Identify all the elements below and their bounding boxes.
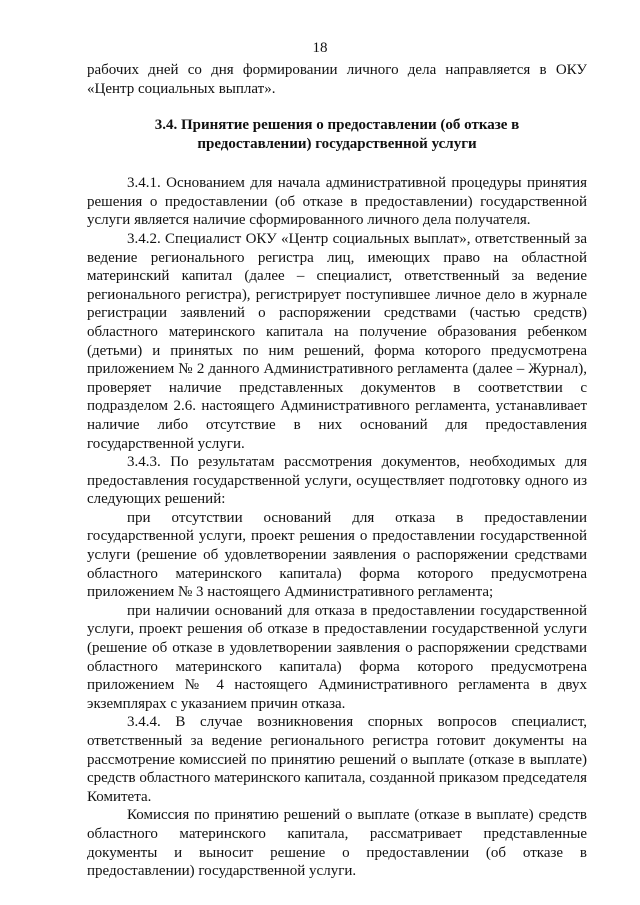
paragraph-3-4-2: 3.4.2. Специалист ОКУ «Центр социальных выплат», ответственный за ведение регионального регистра лиц, имеющих право на областной материнский капитал (далее – специалист, ответственный за ведение регионального регистра), регистрирует поступившее личное дело в журнале регистрации заявлений о распоряжении средствами (частью средств) областного материнского капитала на получение образования ребенком (детьми) и принятых по ним решений, форма которого предусмотрена приложением № 2 данного Административного регламента (далее – Журнал), проверяет наличие представленных документов в соответствии с подразделом 2.6. настоящего Административного регламента, устанавливает наличие либо отсутствие в них оснований для предоставления государственной услуги.	[87, 230, 587, 452]
paragraph-3-4-1: 3.4.1. Основанием для начала административной процедуры принятия решения о предоставлении (об отказе в предоставлении) государственной услуги является наличие сформированного личного дела получателя.	[87, 175, 587, 229]
paragraph-continuation: рабочих дней со дня формировании личного дела направляется в ОКУ «Центр социальных выплат».	[87, 62, 587, 97]
document-body	[87, 61, 587, 881]
paragraph-3-4-4: 3.4.4. В случае возникновения спорных вопросов специалист, ответственный за ведение регионального регистра готовит документы на рассмотрение комиссией по принятию решений о выплате (отказе в выплате) средств областного материнского капитала, созданной приказом председателя Комитета.	[87, 714, 587, 805]
paragraph-commission: Комиссия по принятию решений о выплате (отказе в выплате) средств областного материнского капитала, рассматривает представленные документы и выносит решение о предоставлении (об отказе в предоставлении) государственной услуги.	[87, 807, 587, 880]
paragraph-option-approve: при отсутствии оснований для отказа в предоставлении государственной услуги, проект решения о предоставлении государственной услуги (решение об удовлетворении заявления о распоряжении средствами областного материнского капитала) форма которого предусмотрена приложением № 3 настоящего Административного регламента;	[87, 509, 587, 601]
paragraph-option-refuse: при наличии оснований для отказа в предоставлении государственной услуги, проект решения об отказе в предоставлении государственной услуги (решение об отказе в удовлетворении заявления о распоряжении средствами областного материнского капитала) форма которого предусмотрена приложением № 4 настоящего Административного регламента в двух экземплярах с указанием причин отказа.	[87, 602, 587, 712]
paragraph-3-4-3: 3.4.3. По результатам рассмотрения документов, необходимых для предоставления государственной услуги, осуществляет подготовку одного из следующих решений:	[87, 454, 587, 508]
page-number: 18	[312, 40, 328, 56]
section-heading: 3.4. Принятие решения о предоставлении (об отказе в предоставлении) государственной услуги	[154, 117, 520, 153]
